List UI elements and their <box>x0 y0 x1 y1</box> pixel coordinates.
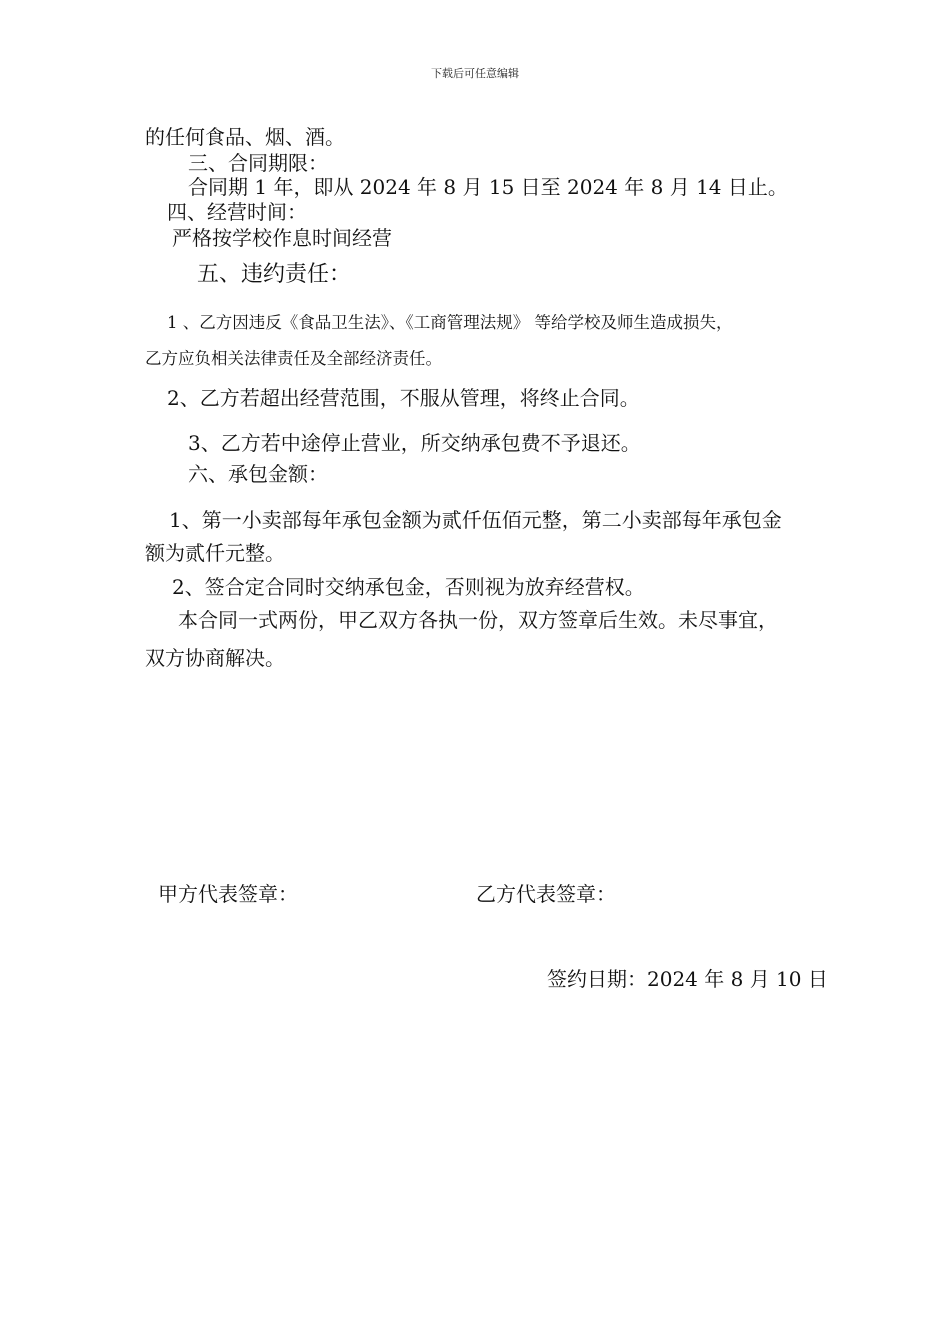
section4-title: 四、经营时间： <box>167 200 307 224</box>
section6-item1-line2: 额为贰仟元整。 <box>145 541 285 565</box>
signing-date: 签约日期：2024 年 8 月 10 日 <box>547 967 828 991</box>
section4-text: 严格按学校作息时间经营 <box>172 226 392 250</box>
section6-item2: 2、签合定合同时交纳承包金，否则视为放弃经营权。 <box>172 575 645 599</box>
party-b-signature-label: 乙方代表签章： <box>476 882 616 906</box>
section5-item3: 3、乙方若中途停止营业，所交纳承包费不予退还。 <box>188 431 641 455</box>
closing-line2: 双方协商解决。 <box>145 646 285 670</box>
header-note: 下载后可任意编辑 <box>431 67 519 80</box>
continuation-line: 的任何食品、烟、酒。 <box>145 125 345 149</box>
section5-item1-line1: 1 、乙方因违反《食品卫生法》、《工商管理法规》 等给学校及师生造成损失， <box>167 313 733 332</box>
section3-text: 合同期 1 年，即从 2024 年 8 月 15 日至 2024 年 8 月 14 日止。 <box>188 175 788 199</box>
closing-line1: 本合同一式两份，甲乙双方各执一份，双方签章后生效。未尽事宜， <box>178 608 778 632</box>
section6-item1-line1: 1、第一小卖部每年承包金额为贰仟伍佰元整，第二小卖部每年承包金 <box>169 508 782 532</box>
section3-title: 三、合同期限： <box>188 151 328 175</box>
section6-title: 六、承包金额： <box>188 462 328 486</box>
section5-item1-line2: 乙方应负相关法律责任及全部经济责任。 <box>145 349 442 368</box>
section5-item2: 2、乙方若超出经营范围，不服从管理，将终止合同。 <box>167 386 640 410</box>
party-a-signature-label: 甲方代表签章： <box>158 882 298 906</box>
section5-title: 五、违约责任： <box>197 262 352 287</box>
